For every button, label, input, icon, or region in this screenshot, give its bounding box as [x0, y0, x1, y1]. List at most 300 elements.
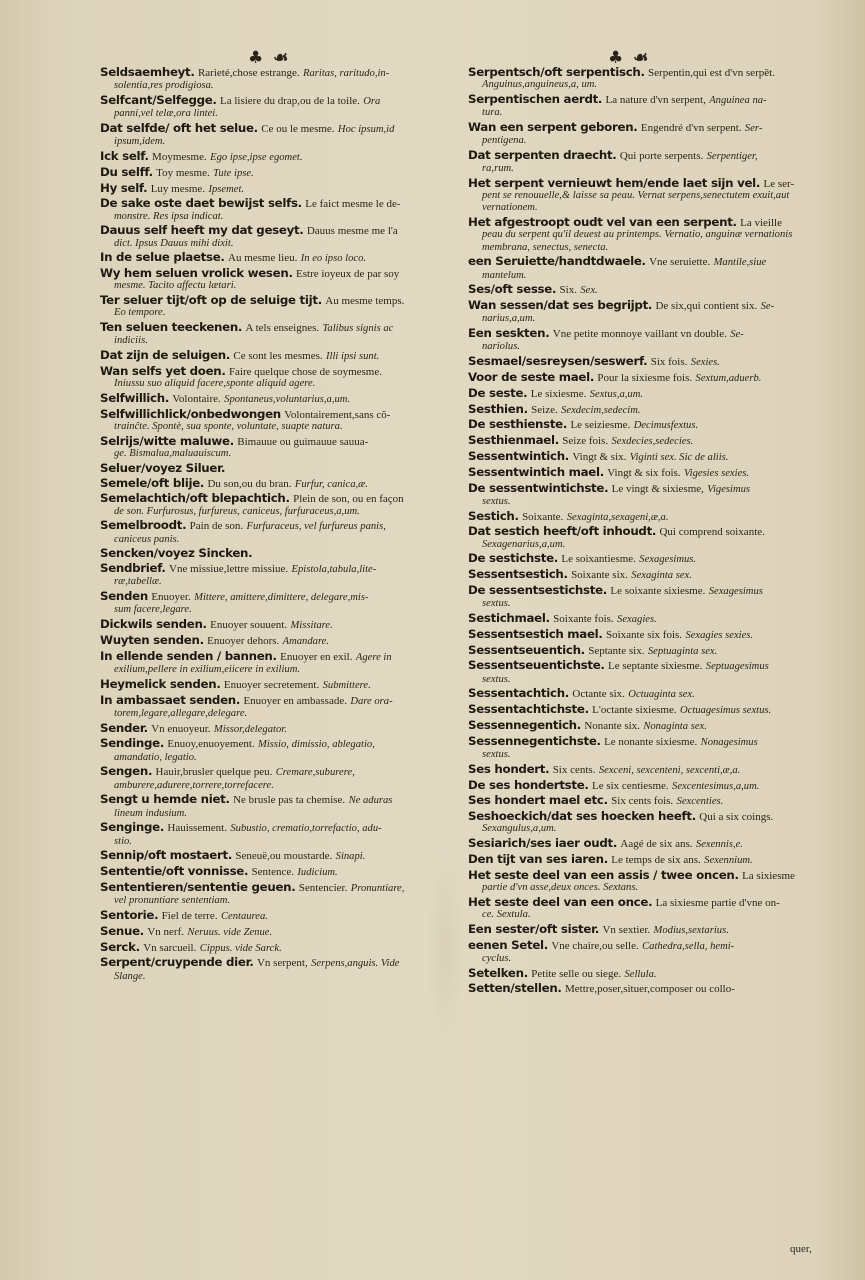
entry-headword: Wuyten senden. — [100, 632, 204, 647]
entry-french: Enuoyer dehors. — [207, 634, 280, 647]
dictionary-entry — [468, 644, 830, 658]
entry-headword: Het afgestroopt oudt vel van een serpent. — [468, 215, 737, 230]
entry-continuation: ræ,tabellæ. — [114, 576, 162, 588]
dictionary-entry — [100, 94, 466, 120]
entry-french: Faire quelque chose de soymesme. — [228, 365, 382, 378]
entry-latin: Hoc ipsum,id — [337, 124, 395, 135]
entry-latin: Sexennis,e. — [695, 839, 743, 851]
entry-latin: Sellula. — [624, 968, 657, 980]
dictionary-entry — [468, 525, 830, 550]
entry-continuation: ipsum,idem. — [114, 136, 166, 148]
entry-latin: Sextus,a,um. — [589, 388, 643, 400]
entry-headword: Ses hondert. — [468, 761, 550, 776]
entry-latin: In eo ipso loco. — [300, 253, 367, 265]
dictionary-entry — [468, 418, 830, 432]
entry-latin: Agere in — [355, 651, 392, 663]
entry-headword: Senue. — [100, 923, 144, 938]
dictionary-entry — [100, 925, 466, 939]
entry-french: Nonante six. — [584, 719, 640, 732]
dictionary-entry — [468, 703, 830, 717]
entry-headword: Sessentseuentichste. — [468, 658, 605, 673]
dictionary-entry — [468, 967, 830, 981]
dictionary-entry — [468, 810, 830, 835]
entry-french: Vn serpent, — [256, 957, 308, 970]
entry-headword: Senginge. — [100, 820, 165, 835]
entry-headword: De ses hondertste. — [468, 777, 589, 792]
entry-french: Aagé de six ans. — [620, 838, 693, 851]
dictionary-entry — [100, 150, 466, 164]
entry-latin: Furfuraceus, vel furfureus panis, — [246, 521, 386, 533]
entry-continuation: tura. — [482, 107, 503, 119]
dictionary-entry — [100, 462, 466, 475]
entry-latin: Septuagesimus — [705, 661, 769, 673]
dictionary-entry — [468, 93, 830, 119]
entry-french: Au mesme lieu. — [228, 252, 298, 265]
dictionary-entry — [100, 349, 466, 363]
dictionary-entry — [100, 122, 466, 148]
entry-latin: Viginti sex. Sic de aliis. — [629, 451, 729, 463]
dictionary-entry — [100, 865, 466, 879]
dictionary-entry — [100, 197, 466, 222]
entry-latin: Octuagesimus sextus. — [679, 705, 772, 717]
entry-french: Six fois. — [650, 356, 688, 369]
entry-latin: Se- — [730, 329, 744, 341]
entry-french: La sixiesme partie d'vne on- — [655, 896, 780, 909]
dictionary-entry — [468, 982, 830, 995]
entry-french: Pain de son. — [189, 520, 244, 533]
entry-headword: In ambassaet senden. — [100, 692, 241, 707]
entry-latin: Sexennium. — [704, 854, 753, 866]
entry-headword: Sender. — [100, 720, 148, 735]
entry-latin: Sexagies sexies. — [685, 629, 754, 641]
dictionary-entry — [100, 793, 466, 819]
entry-continuation: panni,vel telæ,ora lintei. — [114, 108, 218, 120]
entry-continuation: Iniussu suo aliquid facere,sponte aliquid agere. — [114, 378, 316, 390]
entry-french: Serpentin,qui est d'vn serpēt. — [648, 67, 775, 79]
entry-headword: Semelbroodt. — [100, 518, 187, 533]
entry-french: Fiel de terre. — [161, 909, 218, 922]
entry-french: Enuoyer en ambassade. — [243, 694, 347, 707]
entry-continuation: peau du serpent qu'il deuest au printemps. Vernatio, anguinæ vernationis membrana, senectus, senecta. — [482, 229, 793, 253]
catchword: quer, — [790, 1243, 812, 1255]
entry-french: Vn sextier. — [602, 923, 651, 936]
entry-latin: Sexagies. — [617, 613, 657, 625]
entry-headword: Serck. — [100, 939, 140, 954]
entry-french: Le faict mesme le de- — [305, 198, 401, 211]
entry-continuation: amandatio, legatio. — [114, 751, 197, 763]
dictionary-entry — [468, 552, 830, 566]
entry-latin: Ser- — [744, 123, 763, 134]
entry-continuation: monstre. Res ipsa indicat. — [114, 210, 224, 222]
entry-headword: De seste. — [468, 385, 528, 400]
entry-headword: Hy self. — [100, 180, 148, 195]
dictionary-entry — [100, 492, 466, 517]
dictionary-entry — [468, 869, 830, 894]
entry-continuation: sextus. — [482, 495, 511, 507]
entry-latin: Neruus. vide Zenue. — [187, 926, 273, 938]
entry-french: Enuoyer souuent. — [210, 619, 288, 632]
dictionary-entry — [100, 182, 466, 196]
entry-headword: Selrijs/witte maluwe. — [100, 433, 234, 448]
entry-latin: Sexdecim,sedecim. — [561, 404, 641, 416]
entry-headword: Dauus self heeft my dat geseyt. — [100, 223, 304, 238]
entry-latin: Mittere, amittere,dimittere, delegare,mis- — [194, 592, 369, 604]
dictionary-entry — [100, 267, 466, 292]
entry-headword: Sessentachtichste. — [468, 702, 589, 717]
entry-headword: In ellende senden / bannen. — [100, 648, 277, 663]
dictionary-entry — [468, 628, 830, 642]
entry-headword: Sennip/oft mostaert. — [100, 848, 233, 863]
dictionary-entry — [468, 794, 830, 808]
entry-latin: Missitare. — [290, 620, 333, 632]
dictionary-entry — [468, 939, 830, 965]
entry-latin: Missor,delegator. — [213, 723, 287, 735]
entry-headword: Ses/oft sesse. — [468, 282, 557, 297]
dictionary-entry — [468, 853, 830, 867]
dictionary-entry — [468, 403, 830, 417]
dictionary-entry — [100, 849, 466, 863]
entry-latin: Vigesies sexies. — [683, 467, 750, 479]
entry-continuation: sextus. — [482, 748, 511, 760]
entry-headword: Sesthien. — [468, 401, 528, 416]
entry-french: Soixante six fois. — [605, 628, 683, 641]
entry-continuation: exilium,pellere in exilium,eiicere in exilium. — [114, 663, 301, 675]
entry-french: Le ser- — [763, 178, 795, 190]
dictionary-entry — [468, 149, 830, 175]
entry-headword: Sessentsestich. — [468, 567, 568, 582]
dictionary-entry — [100, 477, 466, 491]
entry-headword: Sessentwintich. — [468, 448, 569, 463]
entry-headword: Seldsaemheyt. — [100, 65, 195, 79]
dictionary-entry — [468, 434, 830, 448]
dictionary-entry — [468, 659, 830, 685]
entry-headword: Dat serpenten draecht. — [468, 148, 617, 162]
entry-continuation: partie d'vn asse,deux onces. Sextans. — [482, 881, 639, 893]
entry-continuation: Anguinus,anguineus,a, um. — [482, 79, 598, 91]
entry-continuation: nariolus. — [482, 341, 520, 353]
entry-french: De six,qui contient six. — [655, 300, 758, 313]
entry-latin: Dare ora- — [350, 695, 393, 707]
dictionary-entry — [468, 763, 830, 777]
entry-continuation: stio. — [114, 835, 132, 847]
dictionary-entry — [100, 519, 466, 545]
entry-latin: Modius,sextarius. — [653, 924, 729, 936]
right-column — [468, 66, 830, 997]
dictionary-entry — [468, 355, 830, 369]
entry-french: Bimauue ou guimauue sauua- — [237, 435, 369, 448]
entry-french: Luy mesme. — [150, 182, 206, 195]
entry-headword: Dickwils senden. — [100, 617, 207, 632]
entry-headword: Voor de seste mael. — [468, 370, 595, 384]
entry-latin: Ora — [363, 96, 381, 107]
entry-headword: Sessentwintich mael. — [468, 464, 604, 479]
entry-headword: De sessentwintichste. — [468, 480, 609, 495]
entry-french: Moymesme. — [152, 151, 207, 163]
entry-continuation: ra,rum. — [482, 163, 514, 175]
entry-french: Sentencier. — [298, 881, 348, 894]
dictionary-entry — [100, 66, 466, 92]
entry-latin: Sexagesimus. — [639, 554, 697, 566]
entry-french: Six. — [559, 284, 577, 297]
entry-french: Hauir,brusler quelque peu. — [155, 766, 273, 779]
entry-french: Volontaire. — [172, 392, 221, 405]
entry-headword: Een sester/oft sister. — [468, 921, 600, 936]
entry-headword: Senden — [100, 589, 148, 604]
entry-french: Vne seruiette. — [649, 256, 711, 269]
entry-french: Pour la sixiesme fois. — [597, 372, 693, 384]
entry-french: Vne chaire,ou selle. — [551, 939, 639, 952]
dictionary-entry — [468, 466, 830, 480]
entry-headword: Seshoeckich/dat ses hoecken heeft. — [468, 809, 696, 824]
entry-continuation: sextus. — [482, 673, 511, 685]
entry-continuation: mesme. Tacito affectu lætari. — [114, 280, 237, 292]
entry-headword: Sententieren/sententie geuen. — [100, 879, 296, 894]
dictionary-entry — [468, 719, 830, 733]
dictionary-entry — [468, 735, 830, 761]
entry-french: La vieille — [740, 217, 782, 230]
entry-headword: Du selff. — [100, 164, 153, 179]
entry-french: Hauissement. — [167, 822, 227, 835]
entry-headword: Seluer/voyez Siluer. — [100, 460, 226, 475]
entry-headword: Setelken. — [468, 965, 528, 980]
entry-latin: Sinapi. — [335, 851, 366, 863]
entry-french: Ne brusle pas ta chemise. — [233, 794, 346, 807]
dictionary-entry — [468, 482, 830, 508]
entry-latin: Ne aduras — [348, 795, 393, 807]
entry-continuation: narius,a,um. — [482, 313, 536, 325]
entry-headword: Sesthienmael. — [468, 433, 559, 448]
dictionary-entry — [100, 251, 466, 265]
entry-french: Dauus mesme me l'a — [306, 225, 398, 238]
entry-french: Volontairement,sans cõ- — [284, 408, 391, 421]
entry-french: Ce ou le mesme. — [261, 123, 335, 135]
dictionary-entry — [100, 650, 466, 676]
entry-headword: Wan selfs yet doen. — [100, 363, 226, 378]
entry-latin: Sexies. — [690, 357, 720, 369]
entry-latin: Sexcenties. — [676, 796, 724, 808]
entry-french: Le nonante sixiesme. — [604, 735, 698, 748]
entry-headword: Serpentischen aerdt. — [468, 92, 603, 106]
entry-french: Le temps de six ans. — [611, 853, 701, 866]
dictionary-entry — [468, 177, 830, 215]
entry-french: Seneuë,ou moustarde. — [235, 850, 333, 863]
entry-french: Au mesme temps. — [325, 295, 405, 308]
dictionary-entry — [100, 634, 466, 648]
entry-headword: Sestichmael. — [468, 610, 550, 625]
entry-french: Plein de son, ou en façon — [293, 493, 404, 506]
entry-continuation: trainĉte. Spontè, sua sponte, voluntate, suapte natura. — [114, 420, 343, 432]
entry-latin: Subustio, crematio,torrefactio, adu- — [230, 823, 382, 835]
entry-headword: Sessennegentichste. — [468, 733, 601, 748]
entry-continuation: indiciis. — [114, 335, 148, 347]
entry-latin: Tute ipse. — [213, 167, 254, 179]
entry-latin: Ipsemet. — [208, 183, 245, 195]
entry-headword: Sendinge. — [100, 736, 165, 751]
entry-latin: Serpentiger, — [706, 151, 758, 162]
dictionary-entry — [468, 216, 830, 254]
dictionary-entry — [100, 408, 466, 433]
entry-headword: Sessennegentich. — [468, 717, 581, 732]
entry-latin: Iudicium. — [297, 867, 338, 879]
entry-continuation: caniceus panis. — [114, 533, 180, 545]
dictionary-entry — [468, 837, 830, 851]
entry-continuation: pent se renouuelle,& laisse sa peau. Vernat serpens,senectutem exuit,aut vernationem. — [482, 190, 790, 214]
entry-latin: Sexdecies,sedecies. — [611, 436, 694, 448]
entry-latin: Sex. — [580, 285, 598, 297]
dictionary-entry — [100, 765, 466, 791]
dictionary-entry — [100, 547, 466, 560]
header-ornament-left: ♣ ☙ — [248, 48, 291, 68]
entry-french: Engendré d'vn serpent. — [640, 122, 742, 134]
entry-latin: Furfur, canica,æ. — [294, 478, 368, 490]
entry-continuation: amburere,adurere,torrere,torrefacere. — [114, 779, 274, 791]
dictionary-entry — [100, 294, 466, 319]
entry-french: Petite selle ou siege. — [531, 967, 622, 980]
entry-latin: Sexaginta,sexageni,æ,a. — [566, 511, 669, 523]
entry-headword: Ick self. — [100, 149, 149, 163]
entry-french: La sixiesme — [742, 869, 795, 882]
dictionary-entry — [100, 694, 466, 720]
entry-french: Le vingt & sixiesme, — [611, 482, 704, 495]
entry-french: Le six centiesme. — [591, 779, 669, 792]
entry-headword: In de selue plaetse. — [100, 250, 225, 265]
entry-headword: Sesmael/sesreysen/seswerf. — [468, 354, 648, 369]
entry-latin: Raritas, raritudo,in- — [303, 68, 390, 79]
entry-headword: De sessentsestichste. — [468, 582, 607, 597]
entry-latin: Sexagesimus — [708, 585, 763, 597]
entry-latin: Sextum,aduerb. — [695, 373, 762, 384]
dictionary-entry — [468, 255, 830, 281]
entry-headword: Sessentseuentich. — [468, 642, 585, 657]
entry-continuation: torem,legare,allegare,delegare. — [114, 707, 248, 719]
entry-latin: Decimusfextus. — [633, 420, 699, 432]
dictionary-entry — [100, 392, 466, 406]
dictionary-entry — [468, 450, 830, 464]
entry-latin: Talibus signis ac — [322, 323, 394, 335]
entry-headword: Dat sestich heeft/oft inhoudt. — [468, 524, 657, 539]
dictionary-entry — [100, 821, 466, 847]
entry-continuation: pentigena. — [482, 135, 527, 147]
entry-french: Vn enuoyeur. — [151, 722, 211, 735]
entry-french: Vn sarcueil. — [143, 941, 197, 954]
entry-headword: Semelachtich/oft blepachtich. — [100, 491, 290, 506]
dictionary-entry — [468, 66, 830, 91]
entry-headword: Sesiarich/ses iaer oudt. — [468, 836, 618, 851]
entry-french: La lisiere du drap,ou de la toile. — [220, 95, 360, 107]
entry-continuation: de son. Furfurosus, furfureus, caniceus, furfuraceus,a,um. — [114, 505, 360, 517]
dictionary-entry — [100, 618, 466, 632]
entry-french: Soixante six. — [571, 569, 628, 582]
dictionary-entry — [468, 568, 830, 582]
dictionary-entry — [100, 909, 466, 923]
entry-headword: Setten/stellen. — [468, 981, 562, 996]
entry-latin: Submittere. — [322, 679, 371, 691]
entry-french: Rarieté,chose estrange. — [197, 67, 300, 79]
entry-continuation: sum facere,legare. — [114, 604, 192, 616]
entry-french: Six cents fois. — [611, 795, 674, 808]
entry-french: Vn nerf. — [147, 925, 185, 938]
entry-headword: Ses hondert mael etc. — [468, 793, 608, 808]
entry-french: Octante six. — [572, 688, 625, 701]
entry-headword: Dat zijn de seluigen. — [100, 348, 231, 363]
entry-french: Vne petite monnoye vaillant vn double. — [552, 328, 727, 341]
entry-french: Six cents. — [552, 763, 596, 776]
entry-latin: Illi ipsi sunt. — [326, 351, 380, 363]
entry-french: Seize. — [531, 403, 558, 416]
entry-latin: Spontaneus,voluntarius,a,um. — [224, 393, 351, 405]
entry-french: Le seiziesme. — [570, 419, 631, 432]
entry-headword: Ter seluer tijt/oft op de seluige tijt. — [100, 293, 322, 308]
dictionary-entry — [100, 321, 466, 347]
entry-headword: Sessentachtich. — [468, 686, 569, 701]
entry-headword: De sake oste daet bewijst selfs. — [100, 196, 302, 211]
entry-latin: Octuaginta sex. — [628, 689, 695, 701]
entry-headword: Het serpent vernieuwt hem/ende laet sijn vel. — [468, 176, 761, 190]
entry-headword: De sesthienste. — [468, 417, 568, 432]
entry-headword: Wy hem seluen vrolick wesen. — [100, 266, 293, 281]
entry-continuation: lineum indusium. — [114, 807, 187, 819]
entry-continuation: Slange. — [114, 970, 146, 982]
entry-french: Du son,ou du bran. — [207, 477, 292, 490]
dictionary-entry — [468, 612, 830, 626]
entry-continuation: sextus. — [482, 598, 511, 610]
entry-headword: De sestichste. — [468, 551, 558, 566]
entry-headword: Selfcant/Selfegge. — [100, 93, 217, 107]
entry-headword: Selfwillichlick/onbedwongen — [100, 406, 281, 421]
entry-french: Soixante. — [522, 510, 564, 523]
dictionary-entry — [100, 722, 466, 736]
entry-headword: Sessentsestich mael. — [468, 626, 603, 641]
entry-latin: Cathedra,sella, hemi- — [642, 940, 735, 952]
entry-french: Qui a six coings. — [699, 811, 774, 824]
dictionary-entry — [468, 779, 830, 793]
dictionary-entry — [468, 121, 830, 147]
entry-continuation: ce. Sextula. — [482, 908, 531, 920]
entry-continuation: solentia,res prodigiosa. — [114, 80, 214, 92]
dictionary-entry — [468, 371, 830, 385]
entry-headword: Serpentsch/oft serpentisch. — [468, 65, 645, 79]
entry-headword: Sencken/voyez Sincken. — [100, 546, 253, 561]
entry-latin: Se- — [760, 301, 775, 313]
entry-french: Qui comprend soixante. — [659, 526, 765, 539]
header-ornament-right: ♣ ☙ — [608, 48, 651, 68]
entry-headword: eenen Setel. — [468, 937, 548, 952]
entry-french: Enuoyer en exil. — [280, 650, 353, 663]
entry-headword: Dat selfde/ oft het selue. — [100, 121, 258, 135]
entry-latin: Amandare. — [282, 635, 330, 647]
dictionary-entry — [100, 881, 466, 907]
dictionary-entry — [100, 562, 466, 588]
entry-latin: Centaurea. — [220, 910, 268, 922]
entry-french: Enuoyer. — [151, 591, 191, 604]
dictionary-entry — [468, 387, 830, 401]
entry-french: Qui porte serpents. — [619, 150, 704, 162]
entry-continuation: Sexagenarius,a,um. — [482, 538, 566, 550]
entry-french: Enuoyer secretement. — [223, 678, 320, 691]
entry-french: L'octante sixiesme. — [592, 704, 677, 717]
entry-french: Le soixante sixiesme. — [610, 584, 706, 597]
entry-french: Estre ioyeux de par soy — [296, 268, 400, 281]
entry-french: Mettre,poser,situer,composer ou collo- — [565, 983, 735, 996]
entry-french: Le sixiesme. — [530, 387, 587, 400]
entry-headword: Een seskten. — [468, 326, 550, 341]
entry-headword: Selfwillich. — [100, 390, 170, 405]
entry-french: Sentence. — [251, 866, 294, 879]
entry-headword: Wan sessen/dat ses begrijpt. — [468, 298, 653, 313]
entry-latin: Epistola,tabula,lite- — [291, 564, 377, 576]
entry-french: Ce sont les mesmes. — [233, 350, 323, 363]
entry-latin: Cippus. vide Sarck. — [199, 942, 282, 954]
